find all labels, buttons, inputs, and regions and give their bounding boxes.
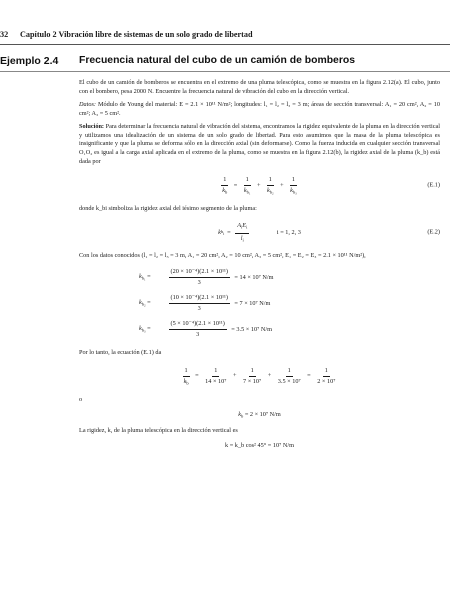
equation-e2: k $b_i$ = $\frac{A_iE_i}{l_i}$ i = 1, 2, 3 (E.2)	[218, 222, 440, 243]
example-title: Frecuencia natural del cubo de un camión de bomberos	[79, 55, 355, 66]
or-text: o	[79, 395, 83, 403]
solution-text: Para determinar la frecuencia natural de vibración del sistema, encontramos la rigidez equivalente de la pluma en la dirección vertical y utilizamos una idealización de un sistema de un solo grado de libertad. Para esto asumimos que la masa de la pluma telescópica es insignificante y que la pluma se deforma sólo en la dirección axial (sin deformarse). Como la fuerza inducida en cualquier sección transversal O₁O₂ es igual a la carga axial aplicada en el extremo de la pluma, como se muestra en la figura 2.12(b), la rigidez axial de la pluma (k_b) está dada por	[79, 122, 440, 166]
equation-number-e1: (E.1)	[427, 181, 440, 189]
given-data	[79, 101, 440, 119]
donde-text: donde k_bi simboliza la rigidez axial del iésimo segmento de la pluma:	[79, 205, 257, 213]
calc-kb1: $k_{b_1}$ = $\frac{\text{(20 × 10⁻⁴)(2.1 × 10¹¹)}}{3}$ = 14 × 10⁷ N/m	[139, 268, 274, 287]
calc-kb2: $k_{b_2}$ = $\frac{\text{(10 × 10⁻⁴)(2.1 × 10¹¹)}}{3}$ = 7 × 10⁷ N/m	[139, 294, 271, 313]
given-label: Datos:	[79, 100, 97, 108]
index-range: i = 1, 2, 3	[276, 228, 301, 236]
known-data-text: Con los datos conocidos (l₁ = l₂ = l₃ = 3 m, A₁ = 20 cm², A₂ = 10 cm², A₃ = 5 cm², E₁ = E₂ = E₃ = 2.1 × 10¹¹ N/m²),	[79, 252, 366, 260]
kb-result-line: $k_b = 2 \times 10^7$ N/m	[238, 410, 281, 419]
chapter-title: Capítulo 2 Vibración libre de sistemas de un solo grado de libertad	[20, 30, 253, 39]
stiffness-text: La rigidez, k, de la pluma telescópica en la dirección vertical es	[79, 427, 238, 435]
problem-statement: El cubo de un camión de bomberos se encuentra en el extremo de una pluma telescópica, como se muestra en la figura 2.12(a). El cubo, junto con el bombero, pesa 2000 N. Encuentre la frecuencia natural de vibración del cubo en la dirección vertical.	[79, 79, 440, 95]
calc-kb3: $k_{b_3}$ = $\frac{\text{(5 × 10⁻⁴)(2.1 × 10¹¹)}}{3}$ = 3.5 × 10⁷ N/m	[139, 320, 272, 339]
solution-paragraph	[79, 123, 440, 168]
header-rule	[0, 44, 450, 45]
page-number: 32	[0, 30, 9, 39]
example-label: Ejemplo 2.4	[0, 55, 59, 67]
equation-number-e2: (E.2)	[427, 228, 440, 236]
therefore-text: Por lo tanto, la ecuación (E.1) da	[79, 348, 162, 356]
solution-label: Solución:	[79, 122, 105, 130]
example-body	[79, 79, 440, 457]
k-result-line: k = k_b cos² 45° = 10⁷ N/m	[225, 442, 294, 450]
given-text: Módulo de Young del material: E = 2.1 × 10¹¹ N/m²; longitudes: l₁ = l₂ = l₃ = 3 m; áreas de sección transversal: A₁ = 20 cm², A₂ = 10 cm²; A₃ = 5 cm².	[79, 100, 441, 117]
title-rule	[0, 71, 450, 72]
sum-equation: $\frac{1}{k_b}$ = $\frac{1}{\text{14 × 10⁷}}$ + $\frac{1}{\text{7 × 10⁷}}$ + $\frac{1}{\text{3.5 × 10⁷}}$ = $\frac{1}{\text{2 × 10⁷}}$	[183, 366, 336, 386]
equation-e1: $\frac{1}{k_b}$ = $\frac{1}{k_{b_1}}$ + $\frac{1}{k_{b_2}}$ + $\frac{1}{k_{b_3}}$ (E.1)	[222, 175, 440, 195]
